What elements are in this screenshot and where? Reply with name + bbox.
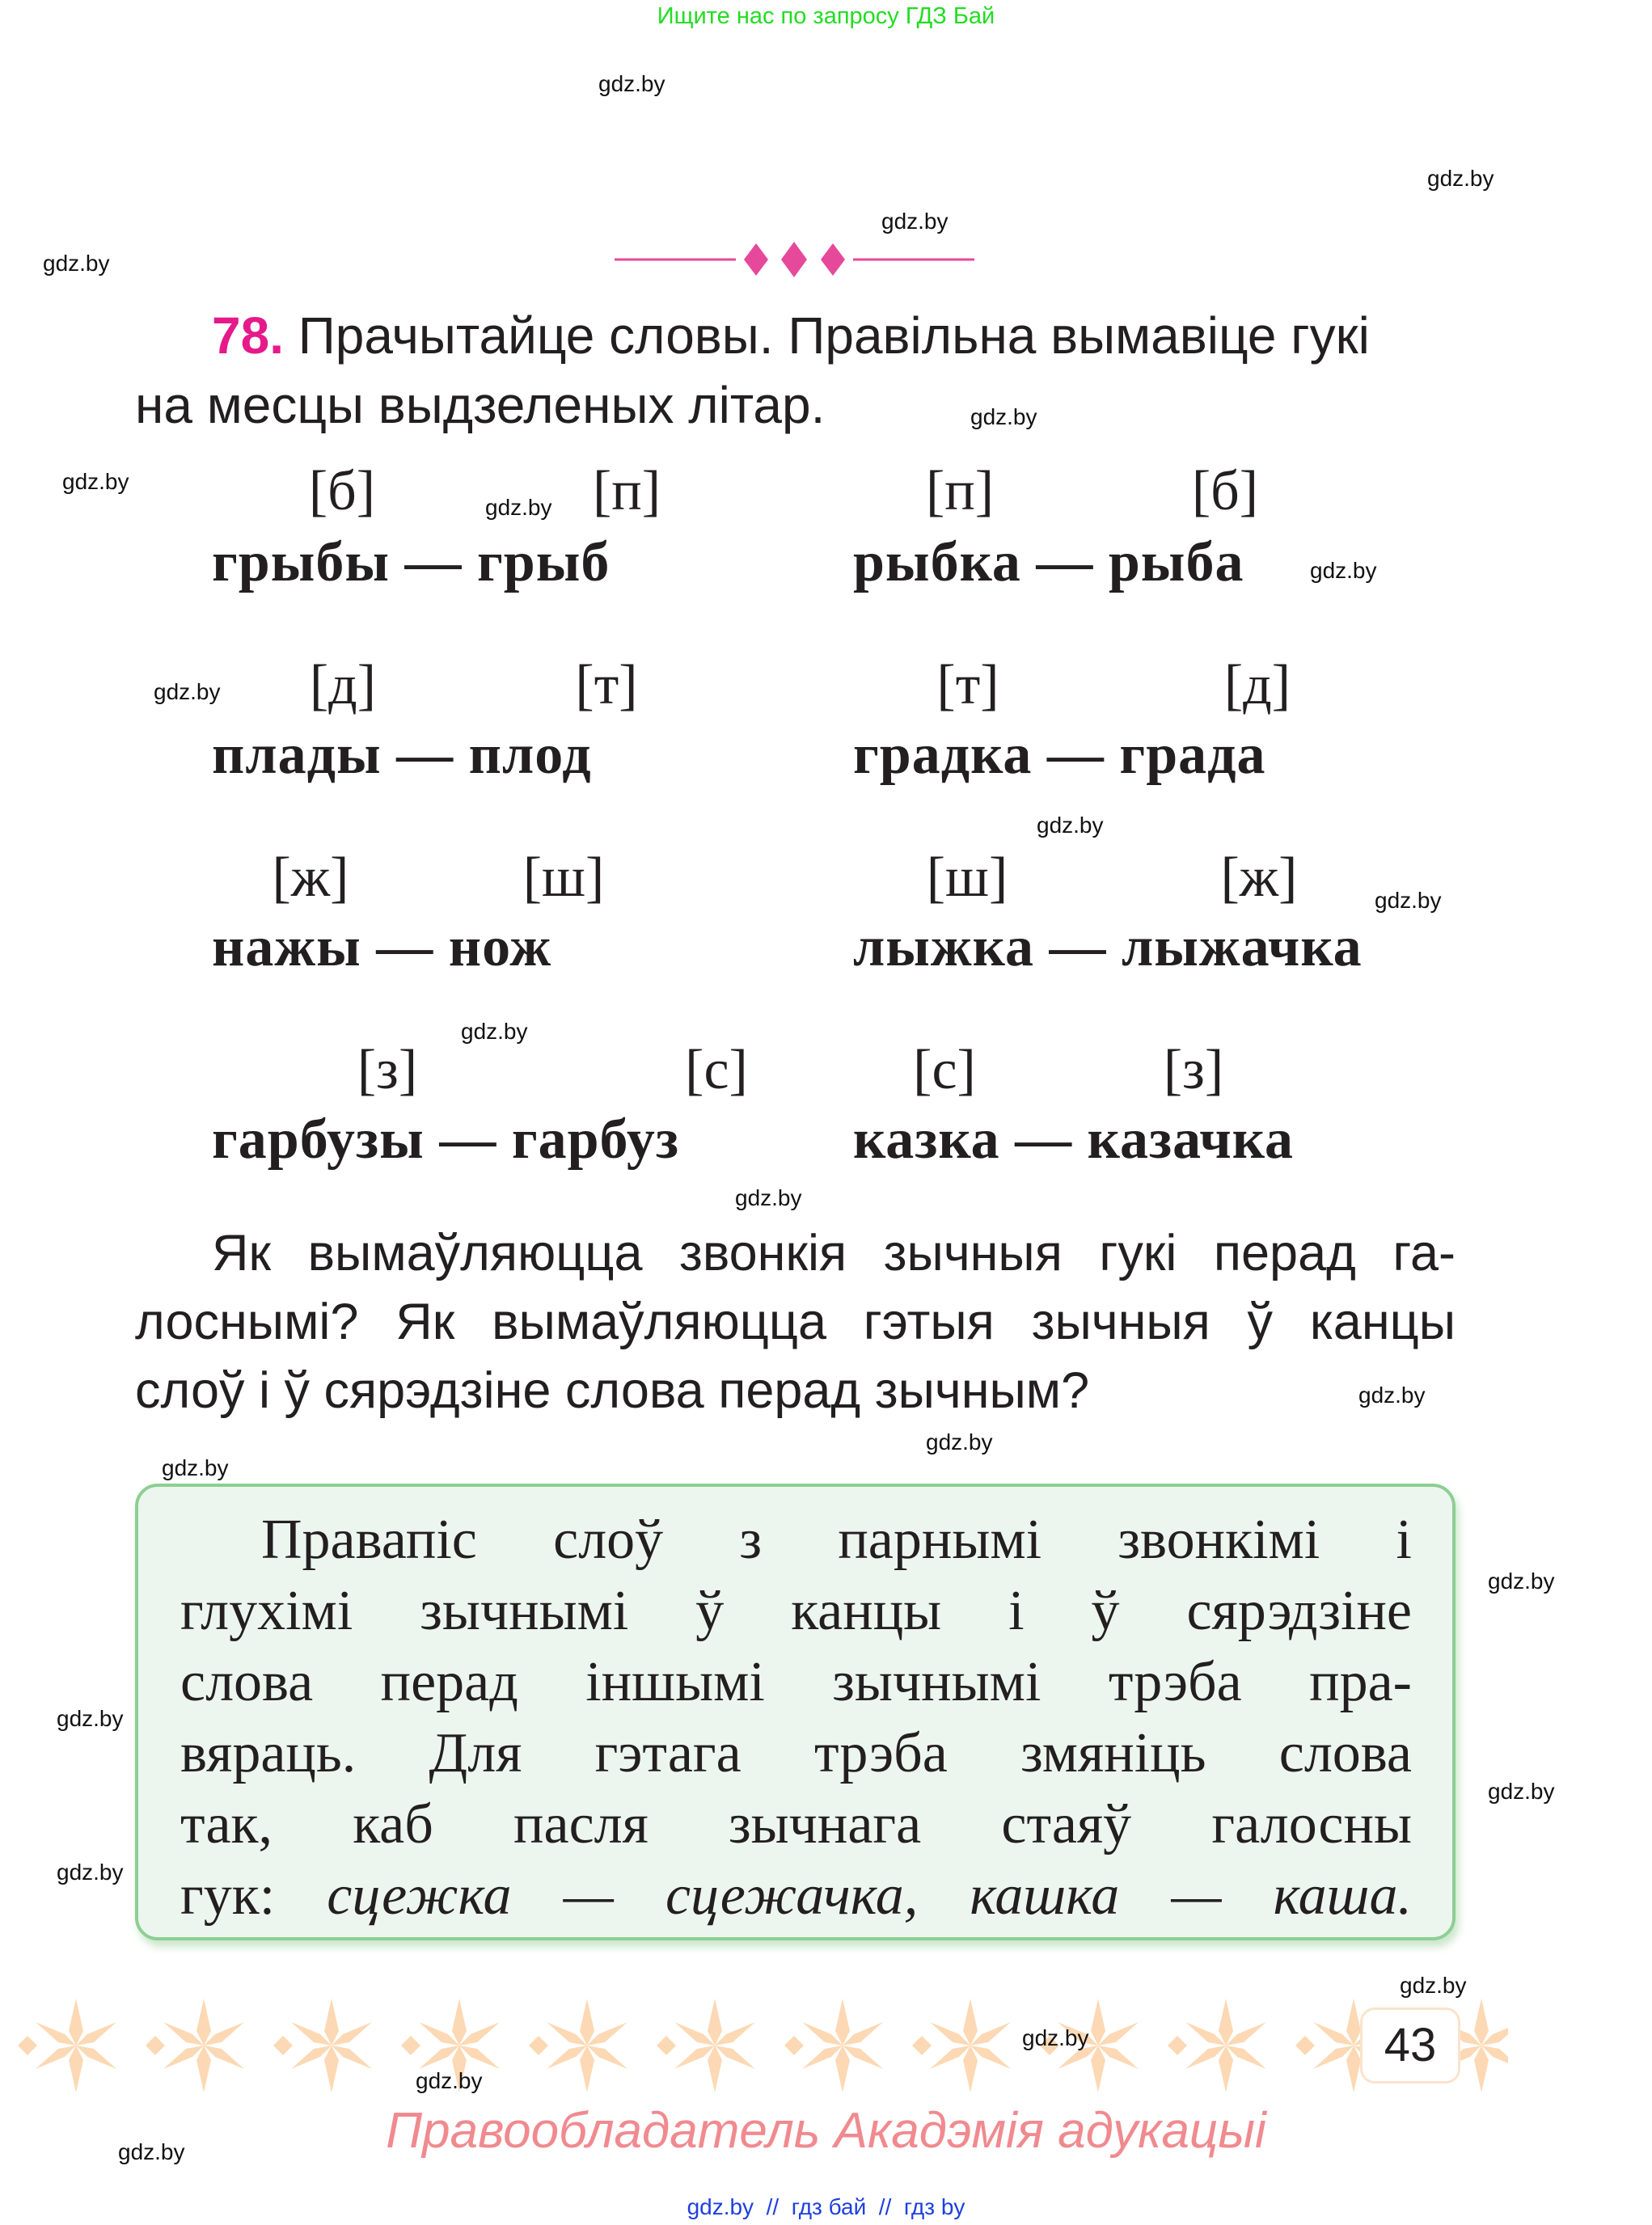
watermark: gdz.by xyxy=(1310,558,1377,583)
watermark: gdz.by xyxy=(57,1706,124,1731)
sound-transcription: [т] xyxy=(575,654,638,716)
watermark: gdz.by xyxy=(154,679,221,704)
word-pair: лыжка — лыжачка xyxy=(853,916,1363,978)
watermark: gdz.by xyxy=(485,495,552,520)
rule-line: глухімі зычнымі ў канцы і ў сярэдзіне xyxy=(180,1580,1412,1642)
watermark: gdz.by xyxy=(62,469,129,494)
word-pair: градка — града xyxy=(853,724,1266,786)
watermark: gdz.by xyxy=(598,71,665,96)
watermark: gdz.by xyxy=(1400,1973,1467,1998)
exercise-text-line2: на месцы выдзеленых літар. xyxy=(135,376,826,434)
exercise-heading xyxy=(135,301,1461,440)
sound-transcription: [д] xyxy=(1223,654,1291,716)
watermark: gdz.by xyxy=(1358,1383,1426,1408)
watermark: gdz.by xyxy=(1022,2025,1089,2050)
rule-line: так, каб пасля зычнага стаяў галосны xyxy=(180,1793,1412,1856)
rule-examples: сцежка — сцежачка, кашка — каша. xyxy=(327,1864,1412,1927)
word-pair: казка — казачка xyxy=(853,1108,1295,1171)
rule-line: слова перад іншымі зычнымі трэба пра- xyxy=(180,1651,1412,1713)
watermark: gdz.by xyxy=(1375,888,1442,913)
rule-prefix: гук: xyxy=(180,1864,327,1927)
question-line: Як вымаўляюцца звонкія зычныя гукі перад га- xyxy=(212,1225,1456,1281)
copyright-footer: Правообладатель Акадэмія адукацыі xyxy=(386,2103,1266,2159)
watermark: gdz.by xyxy=(118,2139,185,2164)
sound-transcription: [з] xyxy=(357,1039,418,1101)
sound-transcription: [с] xyxy=(685,1039,748,1101)
watermark: gdz.by xyxy=(926,1429,993,1454)
sound-transcription: [ж] xyxy=(1220,847,1298,909)
watermark: gdz.by xyxy=(735,1185,802,1210)
ornament-divider xyxy=(615,239,974,280)
rule-line: Правапіс слоў з парнымі звонкімі і xyxy=(261,1509,1412,1571)
sound-transcription: [б] xyxy=(308,460,376,522)
watermark: gdz.by xyxy=(881,209,949,234)
exercise-number: 78. xyxy=(212,306,284,365)
sound-transcription: [ш] xyxy=(522,847,605,909)
sound-transcription: [п] xyxy=(925,460,995,522)
watermark: gdz.by xyxy=(162,1455,229,1480)
watermark: gdz.by xyxy=(970,404,1037,429)
rule-box xyxy=(135,1484,1456,1940)
watermark: gdz.by xyxy=(43,251,110,276)
watermark: gdz.by xyxy=(461,1019,528,1044)
word-pair: гарбузы — гарбуз xyxy=(212,1108,680,1171)
question-line: слоў і ў сярэдзіне слова перад зычным? xyxy=(135,1362,1090,1419)
sound-transcription: [б] xyxy=(1191,460,1259,522)
sound-transcription: [с] xyxy=(913,1039,976,1101)
watermark: gdz.by xyxy=(416,2068,483,2093)
sound-transcription: [т] xyxy=(936,654,999,716)
watermark: gdz.by xyxy=(1427,166,1494,191)
sound-transcription: [п] xyxy=(592,460,661,522)
rule-line-examples xyxy=(180,1860,1412,1932)
sound-transcription: [ш] xyxy=(926,847,1008,909)
sound-transcription: [ж] xyxy=(272,847,349,909)
rule-line: вяраць. Для гэтага трэба змяніць слова xyxy=(180,1722,1412,1784)
page-number: 43 xyxy=(1360,2008,1460,2084)
bottom-links[interactable]: gdz.by // гдз бай // гдз by xyxy=(687,2194,965,2219)
folk-ornament-band xyxy=(12,1997,1508,2094)
watermark: gdz.by xyxy=(1037,813,1104,838)
watermark: gdz.by xyxy=(1488,1568,1555,1594)
sound-transcription: [з] xyxy=(1163,1039,1224,1101)
word-pair: грыбы — грыб xyxy=(212,531,611,593)
question-line: лоснымі? Як вымаўляюцца гэтыя зычныя ў канцы xyxy=(135,1294,1456,1350)
watermark: gdz.by xyxy=(1488,1779,1555,1804)
word-pair: рыбка — рыба xyxy=(853,531,1244,593)
search-hint: Ищите нас по запросу ГДЗ Бай xyxy=(657,3,995,29)
sound-transcription: [д] xyxy=(309,654,377,716)
question-paragraph xyxy=(135,1219,1456,1425)
word-pair: нажы — нож xyxy=(212,916,552,978)
word-pair: плады — плод xyxy=(212,724,592,786)
watermark: gdz.by xyxy=(57,1860,124,1885)
exercise-text-line1: Прачытайце словы. Правільна вымавіце гукі xyxy=(298,306,1370,365)
